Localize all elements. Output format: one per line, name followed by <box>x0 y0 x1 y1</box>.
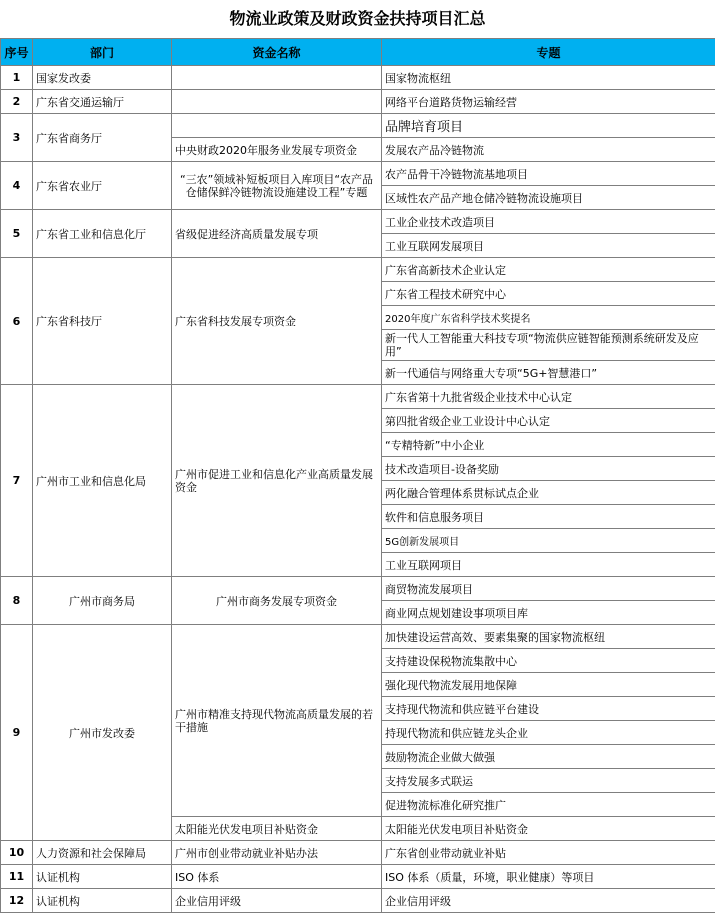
table-row <box>1 162 715 186</box>
fund-cell: 太阳能光伏发电项目补贴资金 <box>172 817 382 841</box>
topic-cell: 强化现代物流发展用地保障 <box>382 673 715 697</box>
topic-cell: 支持建设保税物流集散中心 <box>382 649 715 673</box>
fund-cell: 企业信用评级 <box>172 889 382 913</box>
row-number: 12 <box>1 889 33 913</box>
topic-cell: 软件和信息服务项目 <box>382 505 715 529</box>
summary-table <box>0 38 715 913</box>
fund-cell: ISO 体系 <box>172 865 382 889</box>
topic-cell: 国家物流枢纽 <box>382 66 715 90</box>
header-topic: 专题 <box>382 39 715 66</box>
topic-cell: 广东省高新技术企业认定 <box>382 258 715 282</box>
dept-cell: 广东省商务厅 <box>33 114 172 162</box>
topic-cell: 加快建设运营高效、要素集聚的国家物流枢纽 <box>382 625 715 649</box>
topic-cell: 广东省第十九批省级企业技术中心认定 <box>382 385 715 409</box>
topic-cell: 技术改造项目-设备奖励 <box>382 457 715 481</box>
topic-cell: “专精特新”中小企业 <box>382 433 715 457</box>
fund-cell <box>172 66 382 90</box>
table-row <box>1 210 715 234</box>
table-row <box>1 258 715 282</box>
topic-cell: 2020年度广东省科学技术奖提名 <box>382 306 715 330</box>
fund-cell: 省级促进经济高质量发展专项 <box>172 210 382 258</box>
fund-cell: 广州市商务发展专项资金 <box>172 577 382 625</box>
dept-cell: 广东省交通运输厅 <box>33 90 172 114</box>
row-number: 3 <box>1 114 33 162</box>
row-number: 8 <box>1 577 33 625</box>
row-number: 5 <box>1 210 33 258</box>
table-row <box>1 114 715 138</box>
topic-cell: 农产品骨干冷链物流基地项目 <box>382 162 715 186</box>
topic-cell: 发展农产品冷链物流 <box>382 138 715 162</box>
row-number: 2 <box>1 90 33 114</box>
fund-cell: 广州市创业带动就业补贴办法 <box>172 841 382 865</box>
header-no: 序号 <box>1 39 33 66</box>
table-row <box>1 841 715 865</box>
page-title: 物流业政策及财政资金扶持项目汇总 <box>229 9 486 28</box>
row-number: 6 <box>1 258 33 385</box>
fund-cell: 中央财政2020年服务业发展专项资金 <box>172 138 382 162</box>
topic-cell: 持现代物流和供应链龙头企业 <box>382 721 715 745</box>
dept-cell: 国家发改委 <box>33 66 172 90</box>
fund-cell: 广州市促进工业和信息化产业高质量发展资金 <box>172 385 382 577</box>
topic-cell: 广东省工程技术研究中心 <box>382 282 715 306</box>
topic-cell: 第四批省级企业工业设计中心认定 <box>382 409 715 433</box>
row-number: 11 <box>1 865 33 889</box>
topic-cell: 两化融合管理体系贯标试点企业 <box>382 481 715 505</box>
topic-cell: 工业互联网项目 <box>382 553 715 577</box>
fund-cell <box>172 114 382 138</box>
topic-cell: 品牌培育项目 <box>382 114 715 138</box>
table-row <box>1 577 715 601</box>
topic-cell: 广东省创业带动就业补贴 <box>382 841 715 865</box>
row-number: 1 <box>1 66 33 90</box>
dept-cell: 广东省工业和信息化厅 <box>33 210 172 258</box>
dept-cell: 广东省农业厅 <box>33 162 172 210</box>
table-row <box>1 865 715 889</box>
topic-cell: 太阳能光伏发电项目补贴资金 <box>382 817 715 841</box>
dept-cell: 广州市商务局 <box>33 577 172 625</box>
table-row <box>1 385 715 409</box>
topic-cell: 工业互联网发展项目 <box>382 234 715 258</box>
fund-cell: 广东省科技发展专项资金 <box>172 258 382 385</box>
table-row <box>1 625 715 649</box>
header-dept: 部门 <box>33 39 172 66</box>
row-number: 10 <box>1 841 33 865</box>
dept-cell: 认证机构 <box>33 865 172 889</box>
topic-cell: 鼓励物流企业做大做强 <box>382 745 715 769</box>
topic-cell: 新一代人工智能重大科技专项“物流供应链智能预测系统研发及应用” <box>382 330 715 361</box>
dept-cell: 广东省科技厅 <box>33 258 172 385</box>
dept-cell: 广州市工业和信息化局 <box>33 385 172 577</box>
table-row <box>1 66 715 90</box>
row-number: 4 <box>1 162 33 210</box>
row-number: 9 <box>1 625 33 841</box>
topic-cell: 区域性农产品产地仓储冷链物流设施项目 <box>382 186 715 210</box>
dept-cell: 认证机构 <box>33 889 172 913</box>
dept-cell: 人力资源和社会保障局 <box>33 841 172 865</box>
topic-cell: 企业信用评级 <box>382 889 715 913</box>
fund-cell: 广州市精准支持现代物流高质量发展的若干措施 <box>172 625 382 817</box>
row-number: 7 <box>1 385 33 577</box>
table-row <box>1 90 715 114</box>
topic-cell: 支持发展多式联运 <box>382 769 715 793</box>
topic-cell: 商业网点规划建设事项项目库 <box>382 601 715 625</box>
dept-cell: 广州市发改委 <box>33 625 172 841</box>
topic-cell: 5G创新发展项目 <box>382 529 715 553</box>
table-row <box>1 889 715 913</box>
topic-cell: 新一代通信与网络重大专项“5G+智慧港口” <box>382 361 715 385</box>
topic-cell: 支持现代物流和供应链平台建设 <box>382 697 715 721</box>
fund-cell: “三农”领域补短板项目入库项目“农产品仓储保鲜冷链物流设施建设工程”专题 <box>172 162 382 210</box>
header-row <box>1 39 715 66</box>
header-fund: 资金名称 <box>172 39 382 66</box>
topic-cell: 商贸物流发展项目 <box>382 577 715 601</box>
topic-cell: 工业企业技术改造项目 <box>382 210 715 234</box>
topic-cell: ISO 体系（质量，环境，职业健康）等项目 <box>382 865 715 889</box>
topic-cell: 网络平台道路货物运输经营 <box>382 90 715 114</box>
topic-cell: 促进物流标准化研究推广 <box>382 793 715 817</box>
fund-cell <box>172 90 382 114</box>
